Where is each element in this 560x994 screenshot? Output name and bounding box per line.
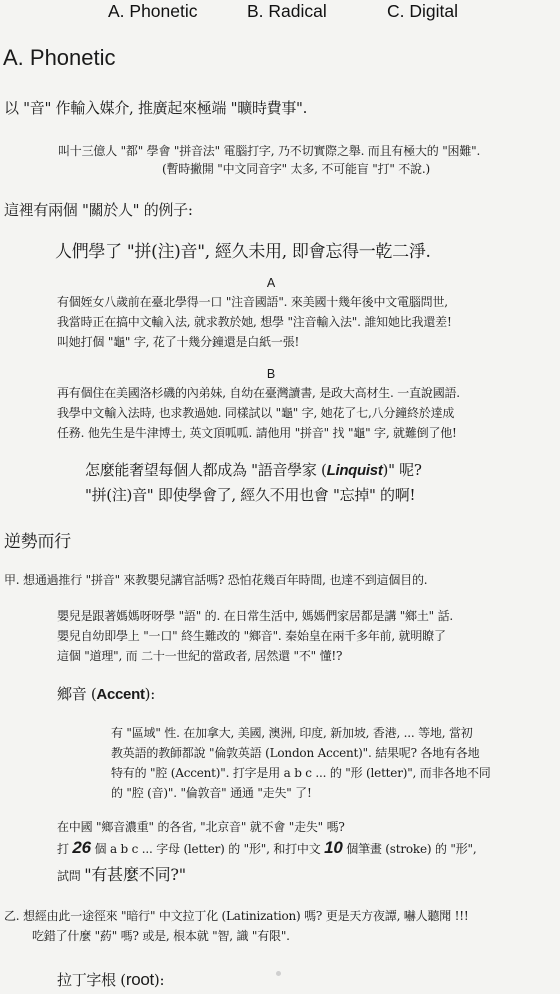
example-b-label: B (266, 367, 276, 381)
accent-body-line-3: 特有的 "腔 (Accent)". 打字是用 a b c ... 的 "形 (letter)", 而非各地不同 (111, 766, 491, 780)
nav-link-digital[interactable]: C. Digital (387, 1, 458, 21)
example-a-line-1: 有個姪女八歲前在臺北學得一口 "注音國語". 來美國十幾年後中文電腦問世, (57, 295, 448, 309)
china-line-2 (57, 838, 476, 858)
china-line-1: 在中國 "鄉音濃重" 的各省, "北京音" 就不會 "走失" 嗎? (57, 820, 345, 834)
baby-line-2: 嬰兒自幼即學上 "一口" 終生難改的 "鄉音". 秦始皇在兩千多年前, 就明瞭了 (57, 629, 446, 643)
intro-text: 以 "音" 作輸入媒介, 推廣起來極端 "曠時費事". (4, 99, 308, 117)
baby-line-1: 嬰兒是跟著媽媽呀呀學 "語" 的. 在日常生活中, 媽媽們家居都是講 "鄉土" 話. (57, 609, 454, 623)
accent-heading-zh: 鄉音 ( (57, 685, 97, 703)
root-heading-end: ): (153, 971, 165, 989)
china-text-c: 個筆畫 (stroke) 的 "形", (342, 842, 477, 856)
point-yi-line-2: 吃錯了什麼 "葯" 嗎? 或是, 根本就 "智, 識 "有限". (32, 929, 290, 943)
examples-intro: 這裡有兩個 "關於人" 的例子: (4, 201, 193, 219)
top-nav (0, 0, 560, 22)
china-ask: 試問 (57, 869, 85, 883)
question-text-b: )" 呢? (382, 461, 422, 479)
section-title-against-trend: 逆勢而行 (4, 532, 71, 552)
example-b-line-3: 任務. 他先生是牛津博士, 英文頂呱呱. 請他用 "拼音" 找 "龜" 字, 就難倒了他! (57, 426, 457, 440)
root-heading-zh: 拉丁字根 ( (57, 971, 126, 989)
question-text-a: 怎麼能奢望每個人都成為 "語音學家 ( (85, 461, 327, 479)
baby-line-3: 這個 "道理", 而 二十一世紀的當政者, 居然還 "不" 懂!? (57, 649, 343, 663)
big-statement: 人們學了 "拼(注)音", 經久未用, 即會忘得一乾二淨. (55, 242, 431, 262)
china-line-3 (57, 862, 186, 885)
section-title-phonetic: A. Phonetic (3, 45, 116, 70)
accent-body-line-4: 的 "腔 (音)". "倫敦音" 通通 "走失" 了! (111, 786, 312, 800)
example-a-line-3: 叫她打個 "龜" 字, 花了十幾分鐘還是白紙一張! (57, 335, 300, 349)
accent-heading-en: Accent (96, 686, 145, 703)
quote-line-2: (暫時撇開 "中文同音字" 太多, 不可能盲 "打" 不說.) (162, 162, 430, 176)
accent-body-line-1: 有 "區域" 性. 在加拿大, 美國, 澳洲, 印度, 新加坡, 香港, ... 等地, 當初 (111, 726, 473, 740)
example-b-line-1: 再有個住在美國洛杉磯的內弟妹, 自幼在臺灣讀書, 是政大高材生. 一直說國語. (57, 386, 460, 400)
question-line-1 (85, 459, 422, 480)
root-heading (57, 969, 164, 990)
nav-link-radical[interactable]: B. Radical (247, 1, 327, 21)
faint-dot (276, 971, 281, 976)
china-text-a: 打 (57, 842, 73, 856)
example-a-line-2: 我當時正在搞中文輸入法, 就求教於她, 想學 "注音輸入法". 誰知她比我還差! (57, 315, 452, 329)
quote-line-1: 叫十三億人 "都" 學會 "拼音法" 電腦打字, 乃不切實際之舉. 而且有極大的 "困難". (58, 144, 481, 158)
root-heading-en: root (125, 970, 154, 989)
china-text-b: 個 a b c ... 字母 (letter) 的 "形", 和打中文 (90, 842, 325, 856)
accent-heading (57, 683, 155, 704)
example-b-line-2: 我學中文輸入法時, 也求教過她. 同樣試以 "龜" 字, 她花了七,八分鐘終於達成 (57, 406, 455, 420)
question-line-2: "拼(注)音" 即使學會了, 經久不用也會 "忘掉" 的啊! (85, 486, 416, 504)
accent-body-line-2: 教英語的教師都說 "倫敦英語 (London Accent)". 結果呢? 各地有各地 (111, 746, 480, 760)
china-question: "有甚麼不同?" (84, 865, 186, 884)
accent-heading-end: ): (144, 685, 155, 703)
point-yi-line-1: 乙. 想經由此一途徑來 "暗行" 中文拉丁化 (Latinization) 嗎? 更是天方夜譚, 嚇人聽聞 !!! (4, 909, 469, 923)
linquist-term: Linquist (326, 462, 383, 479)
example-a-label: A (266, 276, 276, 290)
point-jia: 甲. 想通過推行 "拼音" 來教嬰兒講官話嗎? 恐怕花幾百年時間, 也達不到這個目的. (4, 573, 428, 587)
number-26: 26 (72, 838, 91, 857)
nav-link-phonetic[interactable]: A. Phonetic (108, 1, 198, 21)
number-10: 10 (324, 838, 343, 857)
